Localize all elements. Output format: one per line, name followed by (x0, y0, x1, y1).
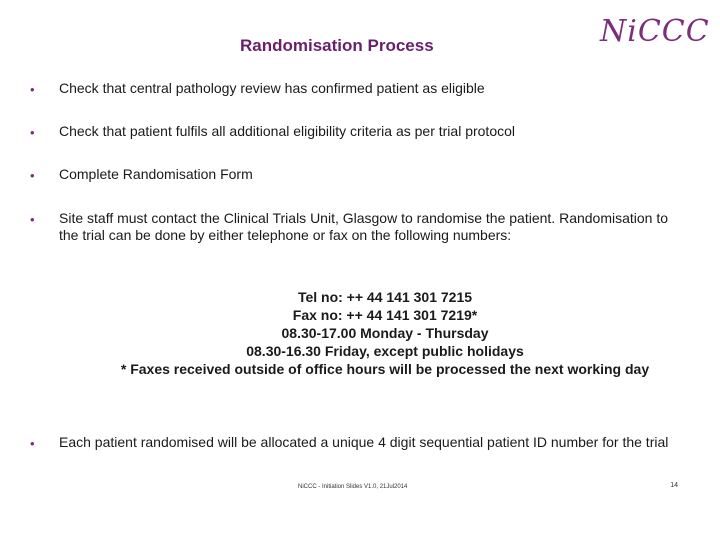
bullet-text: Check that patient fulfils all additional eligibility criteria as per trial protocol (59, 123, 515, 139)
telephone-number: Tel no: ++ 44 141 301 7215 (297, 289, 473, 305)
bullet-icon: • (30, 125, 35, 140)
bullet-text: Site staff must contact the Clinical Trials Unit, Glasgow to randomise the patient. Randomisation to the trial can be done by either telephone or fax on the following numbers: (59, 210, 669, 243)
slide-title: Randomisation Process (240, 36, 434, 55)
bullet-icon: • (30, 212, 35, 227)
niccc-logo: NiCCC (600, 14, 710, 49)
contact-details (100, 288, 670, 378)
bullet-text: Check that central pathology review has confirmed patient as eligible (59, 80, 485, 96)
bullet-icon: • (30, 436, 35, 451)
friday-hours: 08.30-16.30 Friday, except public holidays (246, 343, 524, 359)
fax-note: * Faxes received outside of office hours will be processed the next working day (120, 361, 650, 377)
slide-footer: NiCCC - Initiation Slides V1.0, 21Jul2014 (298, 484, 408, 490)
weekday-hours: 08.30-17.00 Monday - Thursday (281, 325, 489, 341)
bullet-icon: • (30, 82, 35, 97)
fax-number: Fax no: ++ 44 141 301 7219* (292, 307, 478, 323)
bullet-text: Each patient randomised will be allocated a unique 4 digit sequential patient ID number for the trial (59, 434, 669, 450)
page-number: 14 (670, 482, 678, 489)
bullet-icon: • (30, 168, 35, 183)
bullet-text: Complete Randomisation Form (59, 166, 253, 182)
